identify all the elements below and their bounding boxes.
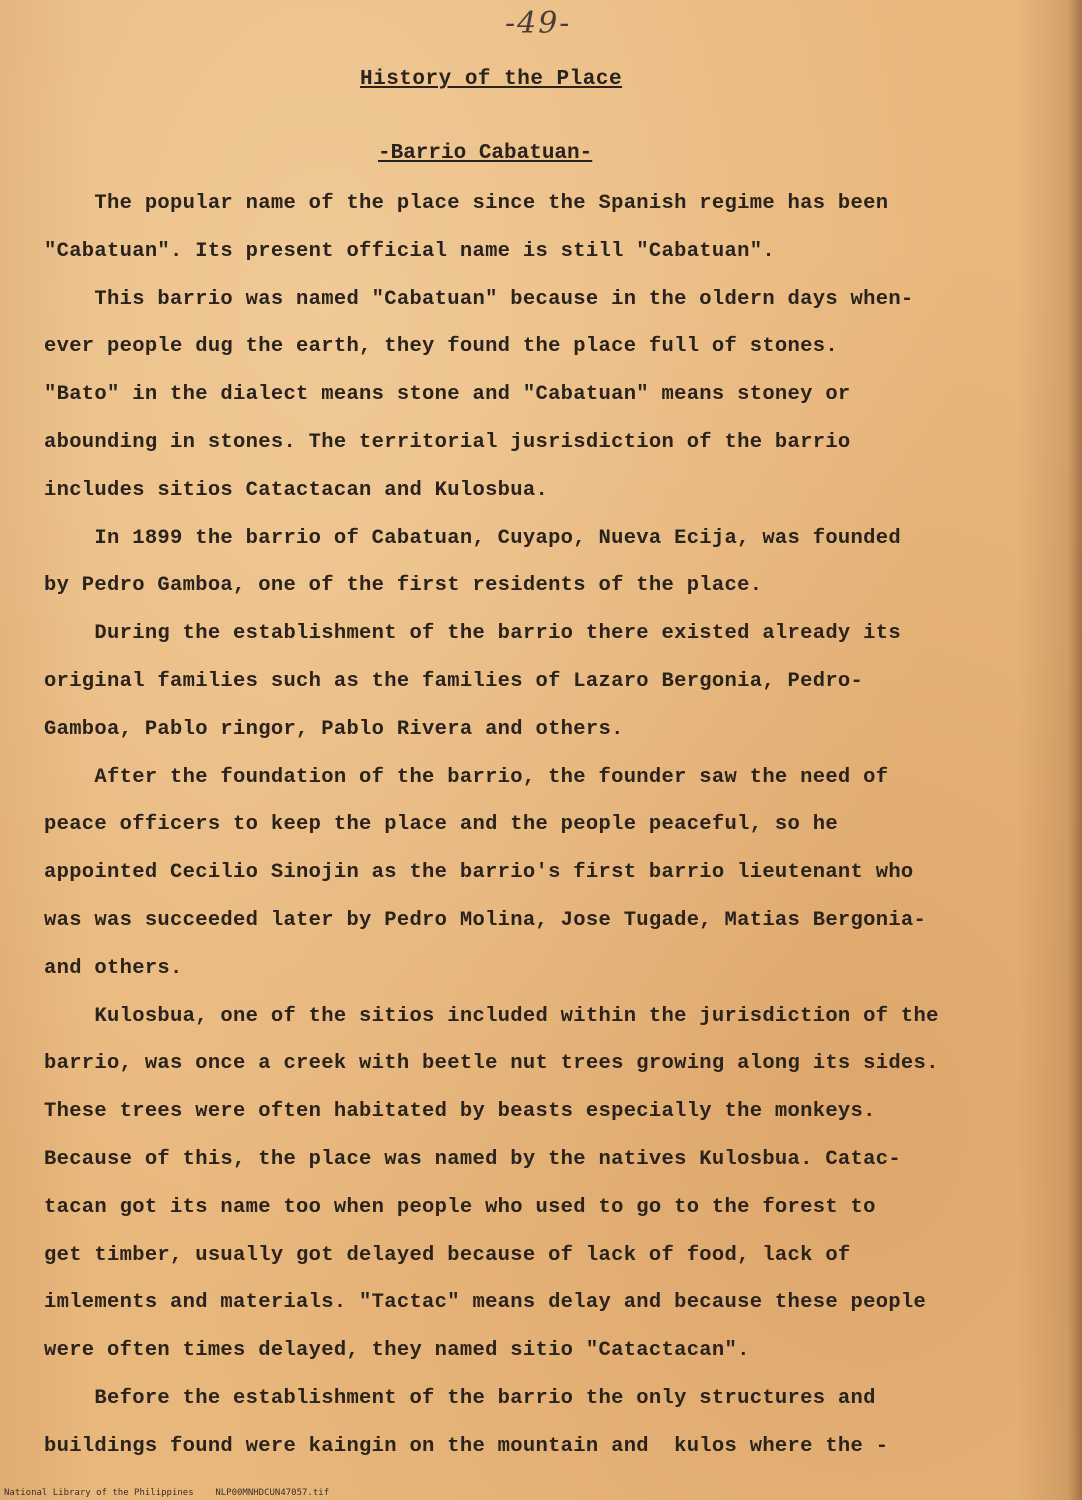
body-text — [44, 180, 1074, 1471]
text-line: peace officers to keep the place and the people peaceful, so he — [44, 813, 838, 837]
text-line: by Pedro Gamboa, one of the first residents of the place. — [44, 574, 763, 598]
text-line: includes sitios Catactacan and Kulosbua. — [44, 478, 549, 502]
text-line: and others. — [44, 956, 183, 980]
text-line: barrio, was once a creek with beetle nut trees growing along its sides. — [44, 1052, 939, 1076]
text-line: tacan got its name too when people who used to go to the forest to — [44, 1195, 876, 1219]
document-title: History of the Place — [360, 68, 623, 91]
text-line: original families such as the families of Lazaro Bergonia, Pedro- — [44, 669, 864, 693]
text-line: was was succeeded later by Pedro Molina, Jose Tugade, Matias Bergonia- — [44, 908, 927, 932]
page-number: -49- — [505, 6, 572, 41]
text-line: After the foundation of the barrio, the founder saw the need of — [44, 765, 889, 789]
text-line: "Bato" in the dialect means stone and "Cabatuan" means stoney or — [44, 383, 851, 407]
text-line: In 1899 the barrio of Cabatuan, Cuyapo, Nueva Ecija, was founded — [44, 526, 901, 550]
text-line: The popular name of the place since the Spanish regime has been — [44, 192, 889, 215]
document-subtitle: -Barrio Cabatuan- — [378, 142, 593, 165]
text-line: This barrio was named "Cabatuan" because in the oldern days when- — [44, 287, 914, 311]
text-line: These trees were often habitated by beasts especially the monkeys. — [44, 1100, 876, 1124]
archive-footer: National Library of the Philippines NLP00MNHDCUN47057.tif — [4, 1488, 330, 1498]
text-line: appointed Cecilio Sinojin as the barrio's first barrio lieutenant who — [44, 861, 914, 885]
text-line: "Cabatuan". Its present official name is still "Cabatuan". — [44, 239, 775, 263]
text-line: were often times delayed, they named sitio "Catactacan". — [44, 1339, 750, 1363]
text-line: buildings found were kaingin on the mountain and kulos where the - — [44, 1434, 889, 1458]
text-line: Kulosbua, one of the sitios included within the jurisdiction of the — [44, 1004, 939, 1028]
text-line: imlements and materials. "Tactac" means delay and because these people — [44, 1291, 927, 1315]
text-line: ever people dug the earth, they found the place full of stones. — [44, 335, 838, 359]
text-line: Because of this, the place was named by the natives Kulosbua. Catac- — [44, 1147, 901, 1171]
text-line: abounding in stones. The territorial jusrisdiction of the barrio — [44, 430, 851, 454]
text-line: get timber, usually got delayed because of lack of food, lack of — [44, 1243, 851, 1267]
text-line: During the establishment of the barrio there existed already its — [44, 622, 901, 646]
text-line: Gamboa, Pablo ringor, Pablo Rivera and others. — [44, 717, 624, 741]
text-line: Before the establishment of the barrio the only structures and — [44, 1386, 876, 1410]
